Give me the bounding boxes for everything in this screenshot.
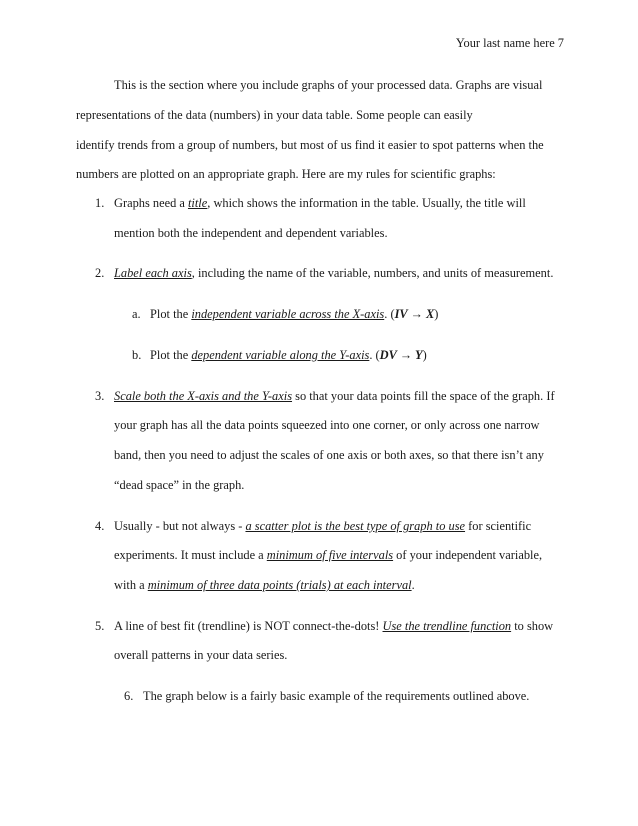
rule-6-line: The graph below is a fairly basic example of the requirements outlined above. [143, 689, 530, 703]
rule-2-emphasis: Label each axis [114, 266, 192, 280]
rule-3-line-1 [114, 389, 555, 404]
intro-line-1: This is the section where you include graphs of your processed data. Graphs are visual [114, 78, 543, 92]
rule-4-text-cont: for scientific [465, 519, 532, 533]
rule-2a-bold: IV → X [394, 307, 435, 321]
rule-3-line-3: band, then you need to adjust the scales of one axis or both axes, so that there isn’t any [114, 448, 544, 462]
rule-4-line-2 [114, 548, 542, 563]
intro-line-3: identify trends from a group of numbers, but most of us find it easier to spot patterns when the [76, 138, 544, 152]
rule-2a-letter: a. [132, 307, 141, 321]
rule-2a-line [150, 307, 438, 322]
rule-3-line-4: “dead space” in the graph. [114, 478, 245, 492]
rule-2b-line [150, 348, 427, 363]
intro-line-4: numbers are plotted on an appropriate graph. Here are my rules for scientific graphs: [76, 167, 496, 181]
rule-2a-close: ) [434, 307, 439, 321]
rule-4-period: . [411, 578, 415, 592]
rule-1-line-2: mention both the independent and dependent variables. [114, 226, 388, 240]
rule-2b-punct: . ( [369, 348, 380, 362]
intro-line-2: representations of the data (numbers) in your data table. Some people can easily [76, 108, 473, 122]
rule-4-text-2: experiments. It must include a [114, 548, 267, 562]
rule-5-text-cont: to show [511, 619, 554, 633]
rule-5-emphasis: Use the trendline function [382, 619, 512, 633]
rule-2b-text: Plot the [150, 348, 192, 362]
rule-2b-bold: DV → Y [379, 348, 423, 362]
rule-2-line-1 [114, 266, 553, 281]
rule-3-number: 3. [95, 389, 105, 403]
rule-3-text: so that your data points fill the space of the graph. If [292, 389, 555, 403]
rule-2b-emphasis: dependent variable along the Y-axis [191, 348, 370, 362]
rule-4-number: 4. [95, 519, 105, 533]
rule-5-number: 5. [95, 619, 105, 633]
rule-2-text: , including the name of the variable, numbers, and units of measurement. [191, 266, 554, 280]
rule-2b-close: ) [422, 348, 427, 362]
rule-4-line-3 [114, 578, 415, 593]
rule-5-text: A line of best fit (trendline) is NOT connect-the-dots! [114, 619, 383, 633]
rule-2a-text: Plot the [150, 307, 192, 321]
rule-4-text: Usually - but not always - [114, 519, 246, 533]
rule-1-text: Graphs need a [114, 196, 188, 210]
rule-5-line-2: overall patterns in your data series. [114, 648, 288, 662]
rule-4-emphasis-3: minimum of three data points (trials) at each interval [147, 578, 412, 592]
rule-4-emphasis-2: minimum of five intervals [266, 548, 394, 562]
rule-5-line-1 [114, 619, 553, 634]
rule-4-emphasis-1: a scatter plot is the best type of graph to use [245, 519, 466, 533]
rule-2a-emphasis: independent variable across the X-axis [191, 307, 385, 321]
rule-3-emphasis: Scale both the X-axis and the Y-axis [114, 389, 293, 403]
rule-2-number: 2. [95, 266, 105, 280]
rule-2a-punct: . ( [384, 307, 395, 321]
rule-1-emphasis: title [187, 196, 208, 210]
rule-6-number: 6. [124, 689, 134, 703]
rule-1-number: 1. [95, 196, 105, 210]
rule-3-line-2: your graph has all the data points squeezed into one corner, or only across one narrow [114, 418, 540, 432]
rule-2b-letter: b. [132, 348, 142, 362]
rule-4-line-1 [114, 519, 531, 534]
rule-4-text-3: with a [114, 578, 148, 592]
rule-1-text-cont: , which shows the information in the table. Usually, the title will [207, 196, 526, 210]
rule-1-line-1 [114, 196, 526, 211]
rule-4-text-2-cont: of your independent variable, [393, 548, 543, 562]
running-head: Your last name here 7 [455, 36, 564, 50]
